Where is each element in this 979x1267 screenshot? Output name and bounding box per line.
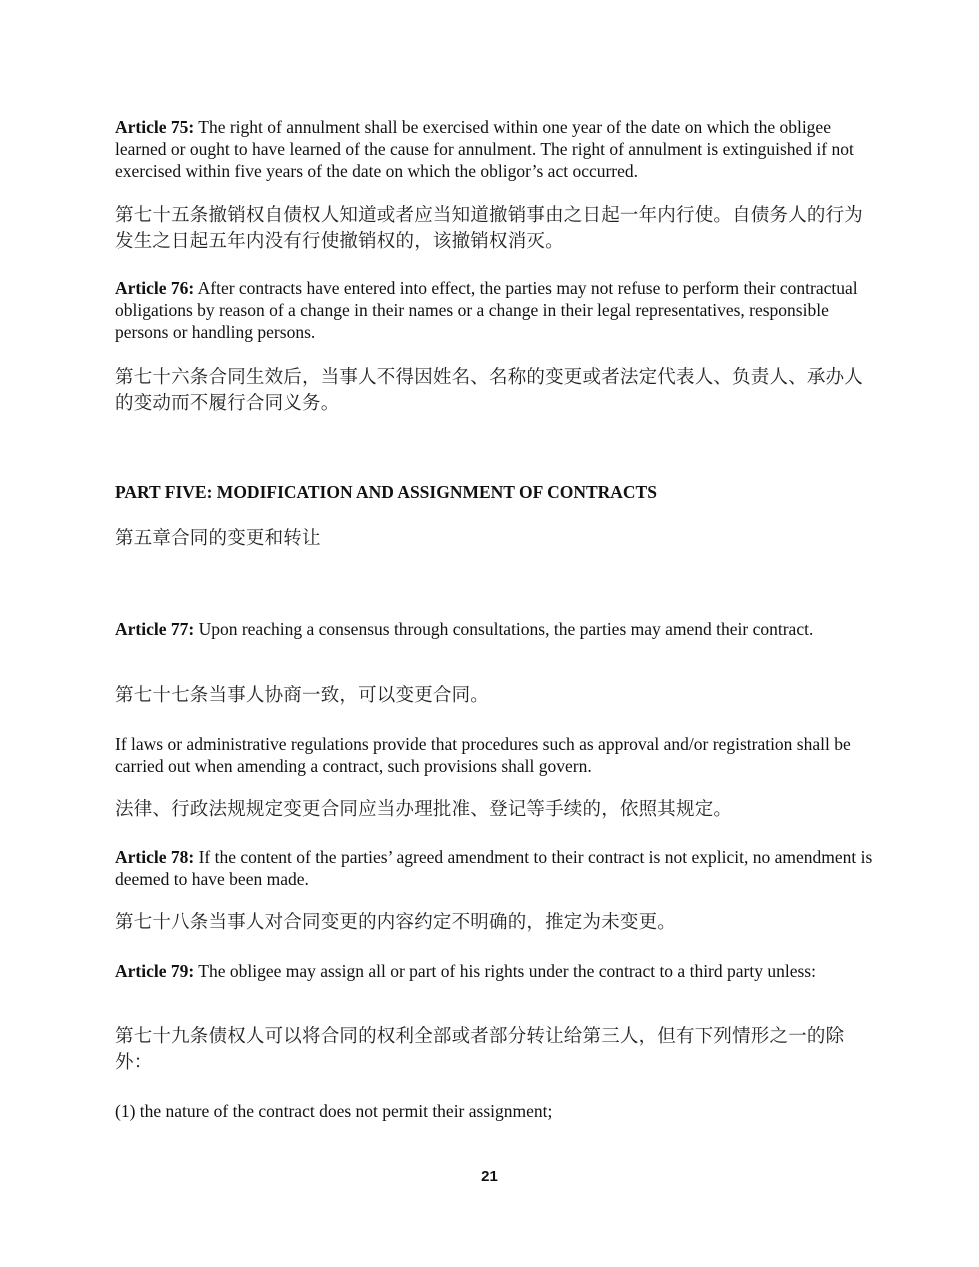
page-number: 21 [481, 1168, 498, 1185]
article-79-text: The obligee may assign all or part of his rights under the contract to a third party unless: [194, 961, 816, 981]
article-77-para2-zh: 法律、行政法规规定变更合同应当办理批准、登记等手续的，依照其规定。 [115, 799, 733, 820]
article-77-zh: 第七十七条当事人协商一致，可以变更合同。 [115, 685, 490, 706]
article-78-label: Article 78: [115, 847, 195, 867]
article-76-label: Article 76: [115, 278, 195, 298]
part-five-heading-zh: 第五章合同的变更和转让 [115, 528, 321, 549]
article-75-label: Article 75: [115, 117, 195, 137]
article-77-label: Article 77: [115, 619, 195, 639]
article-75-en [115, 116, 875, 182]
article-78-en [115, 846, 875, 890]
article-78-zh: 第七十八条当事人对合同变更的内容约定不明确的，推定为未变更。 [115, 912, 677, 933]
article-77-para2-en: If laws or administrative regulations provide that procedures such as approval and/or registration shall be carried out when amending a contract, such provisions shall govern. [115, 734, 851, 776]
article-76-en [115, 277, 875, 343]
article-76-zh: 第七十六条合同生效后，当事人不得因姓名、名称的变更或者法定代表人、负责人、承办人的变动而不履行合同义务。 [115, 367, 864, 414]
article-76-text: After contracts have entered into effect, the parties may not refuse to perform their contractual obligations by reason of a change in their names or a change in their legal representatives, responsible persons or handling persons. [115, 278, 858, 342]
article-79-zh: 第七十九条债权人可以将合同的权利全部或者部分转让给第三人，但有下列情形之一的除外： [115, 1026, 845, 1073]
article-79-item-1: (1) the nature of the contract does not permit their assignment; [115, 1101, 553, 1121]
part-five-heading: PART FIVE: MODIFICATION AND ASSIGNMENT OF CONTRACTS [115, 482, 657, 502]
article-79-label: Article 79: [115, 961, 195, 981]
article-75-text: The right of annulment shall be exercised within one year of the date on which the obligee learned or ought to have learned of the cause for annulment. The right of annulment is extinguished if not exercised within five years of the date on which the obligor’s act occurred. [115, 117, 854, 181]
article-78-text: If the content of the parties’ agreed amendment to their contract is not explicit, no amendment is deemed to have been made. [115, 847, 873, 889]
article-77-text: Upon reaching a consensus through consultations, the parties may amend their contract. [194, 619, 814, 639]
article-75-zh: 第七十五条撤销权自债权人知道或者应当知道撤销事由之日起一年内行使。自债务人的行为发生之日起五年内没有行使撤销权的，该撤销权消灭。 [115, 205, 864, 252]
article-77-en [115, 618, 875, 640]
article-79-en [115, 960, 875, 982]
